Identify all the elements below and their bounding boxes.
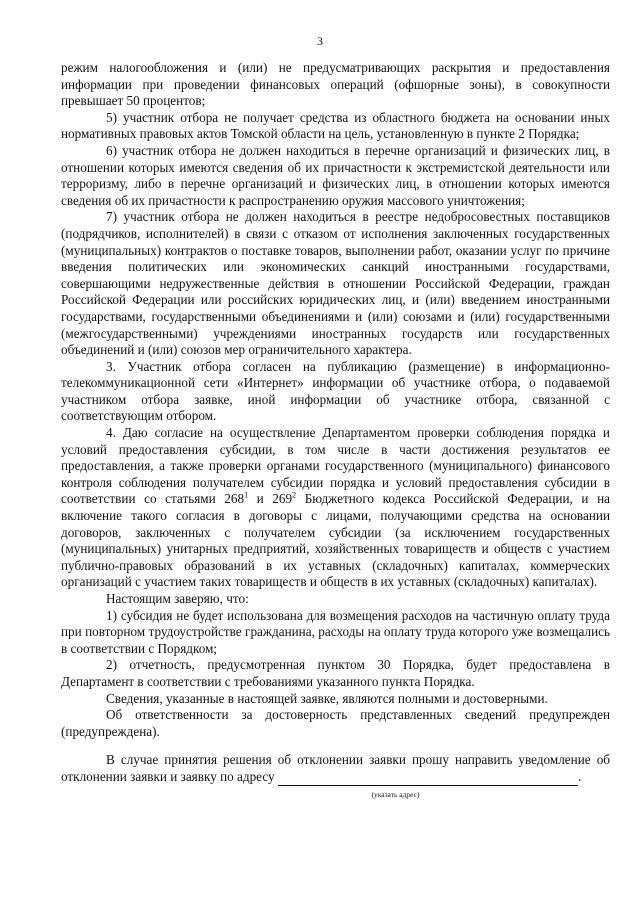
paragraph-assurance-2: 2) отчетность, предусмотренная пунктом 30 Порядка, будет предоставлена в Департамент в соответствии с требованиями указанного пункта Порядка. bbox=[61, 657, 610, 689]
closing-period: . bbox=[577, 768, 582, 784]
address-blank-line[interactable] bbox=[278, 773, 578, 786]
consent-text-part2: и 269 bbox=[248, 491, 293, 507]
paragraph-assurance-1: 1) субсидия не будет использована для возмещения расходов на частичную оплату труда при повторном трудоустройстве гражданина, расходы на оплату труда которого уже возмещались в соответствии с Порядком; bbox=[61, 607, 610, 656]
paragraph-item-5: 5) участник отбора не получает средства из областного бюджета на основании иных нормативных правовых актов Томской области на цель, установленную в пункте 2 Порядка; bbox=[61, 109, 610, 142]
consent-sup2: 2 bbox=[292, 491, 297, 501]
paragraph-publication-consent: 3. Участник отбора согласен на публикацию (размещение) в информационно-телекоммуникационной сети «Интернет» информации об участнике отбора, о подаваемой участником отбора заявке, иной информации об участнике отбора, связанной с соответствующим отбором. bbox=[61, 358, 610, 424]
consent-sup1: 1 bbox=[244, 491, 249, 501]
address-hint: (указать адрес) bbox=[371, 789, 420, 799]
paragraph-completeness: Сведения, указанные в настоящей заявке, являются полными и достоверными. bbox=[106, 690, 548, 706]
paragraph-assurance-heading: Настоящим заверяю, что: bbox=[106, 591, 249, 606]
paragraph-closing bbox=[61, 752, 610, 785]
paragraph-item-6: 6) участник отбора не должен находиться в перечне организаций и физических лиц, в отношении которых имеются сведения об их причастности к экстремистской деятельности или терроризму, либо в перечне организаций и физических лиц, в отношении которых имеются сведения об их причастности к распространению оружия массового уничтожения; bbox=[61, 142, 610, 208]
paragraph-responsibility: Об ответственности за достоверность представленных сведений предупрежден (предупреждена). bbox=[61, 707, 610, 739]
paragraph-continuation: режим налогообложения и (или) не предусматривающих раскрытия и предоставления информации при проведении финансовых операций (офшорные зоны), в совокупности превышает 50 процентов; bbox=[61, 60, 610, 109]
document-body bbox=[61, 60, 610, 803]
page-number: 3 bbox=[317, 34, 323, 48]
consent-text-part3: Бюджетного кодекса Российской Федерации, и на включение такого согласия в договоры с лицами, получающими средства на основании договоров, заключенных с получателем субсидии (за исключением государственных (муниципальных) унитарных предприятий, хозяйственных товариществ и обществ с участием публично-правовых образований в их уставных (складочных) капиталах, коммерческих организаций с участием таких товариществ и обществ в их уставных (складочных) капиталах). bbox=[61, 491, 610, 590]
paragraph-verification-consent bbox=[61, 425, 610, 591]
paragraph-item-7: 7) участник отбора не должен находиться в реестре недобросовестных поставщиков (подрядчиков, исполнителей) в связи с отказом от исполнения заключенных государственных (муниципальных) контрактов о поставке товаров, выполнении работ, оказании услуг по причине введения политических или экономических санкций иностранными государствами, совершающими недружественные действия в отношении Российской Федерации, граждан Российской Федерации или российских юридических лиц, и (или) введением иностранными государствами, государственными объединениями и (или) союзами и (или) государственными (межгосударственными) учреждениями иностранных государств или государственных объединений и (или) союзов мер ограничительного характера. bbox=[61, 209, 610, 358]
closing-text: В случае принятия решения об отклонении заявки прошу направить уведомление об отклонении заявки и заявку по адресу bbox=[61, 752, 610, 784]
consent-text-part1: 4. Даю согласие на осуществление Департаментом проверки соблюдения порядка и условий предоставления субсидии, в том числе в части достижения результатов ее предоставления, а также проверки органами государственного (муниципального) финансового контроля соблюдения получателем субсидии порядка и условий предоставления субсидии в соответствии со статьями 268 bbox=[61, 425, 610, 507]
